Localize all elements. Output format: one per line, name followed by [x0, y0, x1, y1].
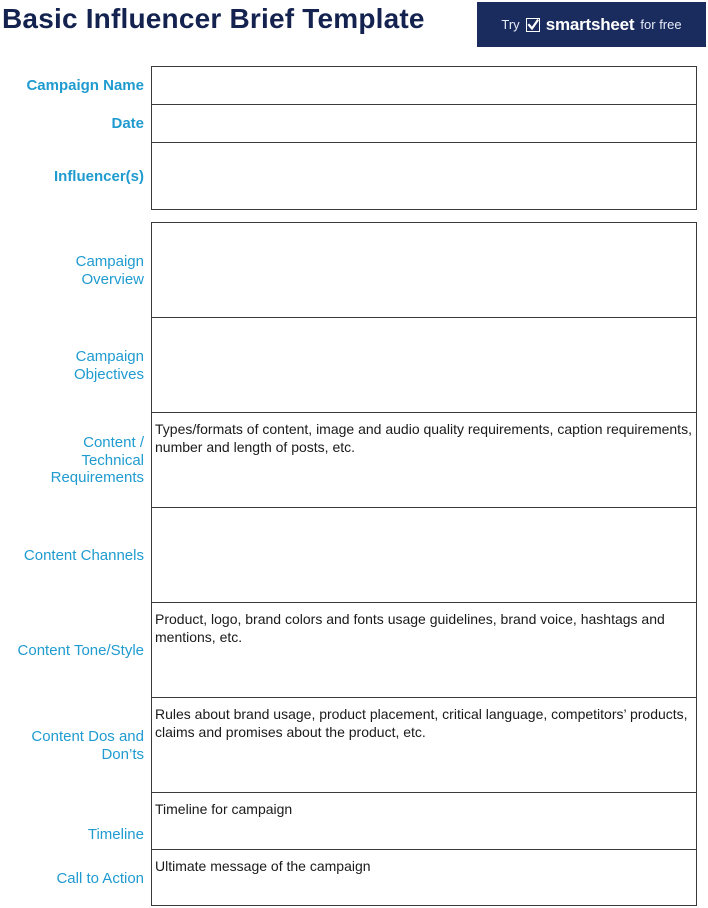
label-timeline: Timeline	[87, 826, 144, 844]
page-title: Basic Influencer Brief Template	[2, 3, 425, 34]
field-campaign-name[interactable]	[151, 66, 697, 105]
label-content-channels: Content Channels	[23, 546, 144, 564]
label-content-dos-donts: Content Dos and Don’ts	[31, 728, 144, 763]
field-campaign-objectives[interactable]	[151, 317, 697, 413]
try-smartsheet-banner[interactable]	[477, 2, 706, 47]
field-content-channels[interactable]	[151, 507, 697, 603]
banner-brand-text: smartsheet	[545, 14, 635, 34]
field-influencers[interactable]	[151, 142, 697, 210]
banner-try-text: Try	[501, 17, 520, 32]
field-date[interactable]	[151, 104, 697, 143]
banner-suffix-text: for free	[640, 17, 682, 32]
label-campaign-name: Campaign Name	[26, 77, 144, 95]
label-call-to-action: Call to Action	[56, 869, 144, 887]
field-content-technical-requirements[interactable]: Types/formats of content, image and audio quality requirements, caption requirements, number and length of posts, etc.	[151, 412, 697, 508]
label-campaign-objectives: Campaign Objectives	[73, 348, 144, 383]
field-content-tone-style[interactable]: Product, logo, brand colors and fonts usage guidelines, brand voice, hashtags and mentions, etc.	[151, 602, 697, 698]
field-campaign-overview[interactable]	[151, 222, 697, 318]
field-timeline[interactable]: Timeline for campaign	[151, 792, 697, 850]
smartsheet-check-icon	[526, 18, 540, 32]
field-call-to-action[interactable]: Ultimate message of the campaign	[151, 849, 697, 906]
label-date: Date	[111, 115, 144, 133]
field-content-dos-donts[interactable]: Rules about brand usage, product placement, critical language, competitors’ products, claims and promises about the product, etc.	[151, 697, 697, 793]
label-content-technical-requirements: Content / Technical Requirements	[50, 434, 144, 487]
label-influencers: Influencer(s)	[53, 167, 144, 185]
label-content-tone-style: Content Tone/Style	[17, 641, 144, 659]
label-campaign-overview: Campaign Overview	[75, 253, 144, 288]
